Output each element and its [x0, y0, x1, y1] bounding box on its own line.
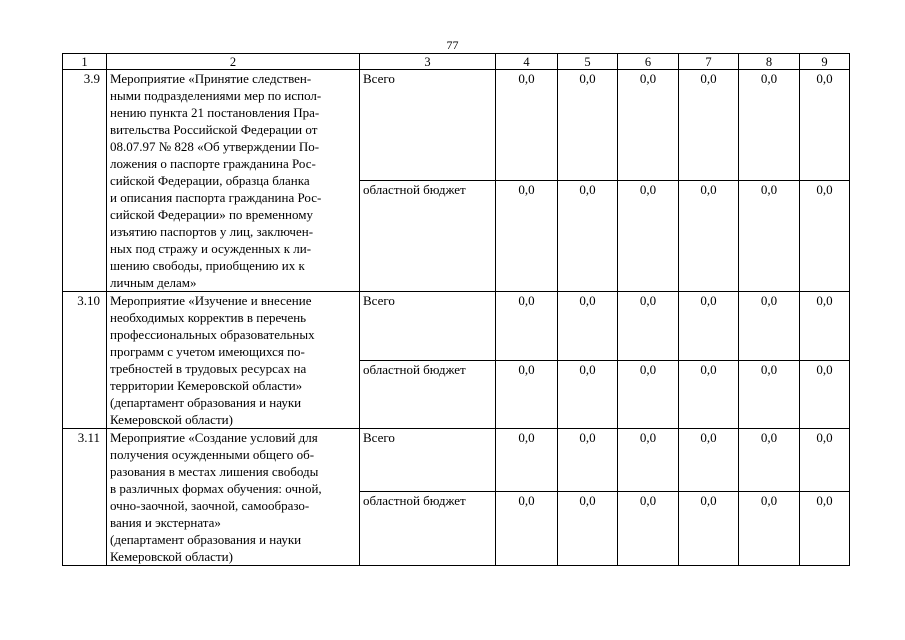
amount-cell: 0,0 — [679, 292, 739, 361]
amount-cell: 0,0 — [558, 292, 618, 361]
column-header: 6 — [618, 54, 679, 70]
row-number: 3.11 — [63, 429, 107, 566]
amount-cell: 0,0 — [496, 70, 558, 181]
amount-cell: 0,0 — [800, 181, 850, 292]
column-header-row — [63, 54, 850, 70]
funding-source: Всего — [360, 429, 496, 492]
column-header: 1 — [63, 54, 107, 70]
funding-source: областной бюджет — [360, 181, 496, 292]
row-number: 3.9 — [63, 70, 107, 292]
page-number: 77 — [446, 38, 459, 52]
funding-source: Всего — [360, 292, 496, 361]
column-header: 4 — [496, 54, 558, 70]
column-header: 2 — [107, 54, 360, 70]
amount-cell: 0,0 — [800, 292, 850, 361]
amount-cell: 0,0 — [739, 292, 800, 361]
funding-source: Всего — [360, 70, 496, 181]
amount-cell: 0,0 — [496, 429, 558, 492]
table-body — [63, 54, 850, 566]
table-row — [63, 292, 850, 361]
amount-cell: 0,0 — [558, 492, 618, 566]
amount-cell: 0,0 — [558, 181, 618, 292]
amount-cell: 0,0 — [739, 360, 800, 429]
funding-source: областной бюджет — [360, 360, 496, 429]
amount-cell: 0,0 — [679, 360, 739, 429]
amount-cell: 0,0 — [558, 70, 618, 181]
column-header: 8 — [739, 54, 800, 70]
amount-cell: 0,0 — [739, 181, 800, 292]
activity-description: Мероприятие «Изучение и внесение необходимых корректив в перечень профессиональных образовательных программ с учетом имеющихся по- требностей в трудовых ресурсах на территории Кемеровской области» (департамент образования и науки Кемеровской области) — [107, 292, 360, 429]
amount-cell: 0,0 — [739, 492, 800, 566]
activity-description: Мероприятие «Принятие следствен- ными подразделениями мер по испол- нению пункта 21 постановления Пра- вительства Российской Федерации от 08.07.97 № 828 «Об утверждении По- ложения о паспорте гражданина Рос- сийской Федерации, образца бланка и описания паспорта гражданина Рос- сийской Федерации» по временному изъятию паспортов у лиц, заключен- ных под стражу и осужденных к ли- шению свободы, приобщению их к личным делам» — [107, 70, 360, 292]
amount-cell: 0,0 — [618, 181, 679, 292]
amount-cell: 0,0 — [496, 181, 558, 292]
amount-cell: 0,0 — [618, 292, 679, 361]
table-row — [63, 70, 850, 181]
amount-cell: 0,0 — [679, 429, 739, 492]
amount-cell: 0,0 — [558, 360, 618, 429]
amount-cell: 0,0 — [496, 360, 558, 429]
amount-cell: 0,0 — [739, 429, 800, 492]
amount-cell: 0,0 — [739, 70, 800, 181]
amount-cell: 0,0 — [618, 429, 679, 492]
amount-cell: 0,0 — [800, 492, 850, 566]
funding-source: областной бюджет — [360, 492, 496, 566]
amount-cell: 0,0 — [618, 492, 679, 566]
amount-cell: 0,0 — [800, 360, 850, 429]
amount-cell: 0,0 — [496, 492, 558, 566]
amount-cell: 0,0 — [618, 70, 679, 181]
column-header: 9 — [800, 54, 850, 70]
row-number: 3.10 — [63, 292, 107, 429]
amount-cell: 0,0 — [800, 70, 850, 181]
amount-cell: 0,0 — [679, 181, 739, 292]
column-header: 5 — [558, 54, 618, 70]
budget-table — [62, 53, 850, 566]
table-row — [63, 429, 850, 492]
amount-cell: 0,0 — [800, 429, 850, 492]
amount-cell: 0,0 — [496, 292, 558, 361]
amount-cell: 0,0 — [679, 70, 739, 181]
amount-cell: 0,0 — [558, 429, 618, 492]
amount-cell: 0,0 — [679, 492, 739, 566]
column-header: 3 — [360, 54, 496, 70]
column-header: 7 — [679, 54, 739, 70]
activity-description: Мероприятие «Создание условий для получения осужденными общего об- разования в местах лишения свободы в различных формах обучения: очной, очно-заочной, заочной, самообразо- вания и экстерната» (департамент образования и науки Кемеровской области) — [107, 429, 360, 566]
amount-cell: 0,0 — [618, 360, 679, 429]
